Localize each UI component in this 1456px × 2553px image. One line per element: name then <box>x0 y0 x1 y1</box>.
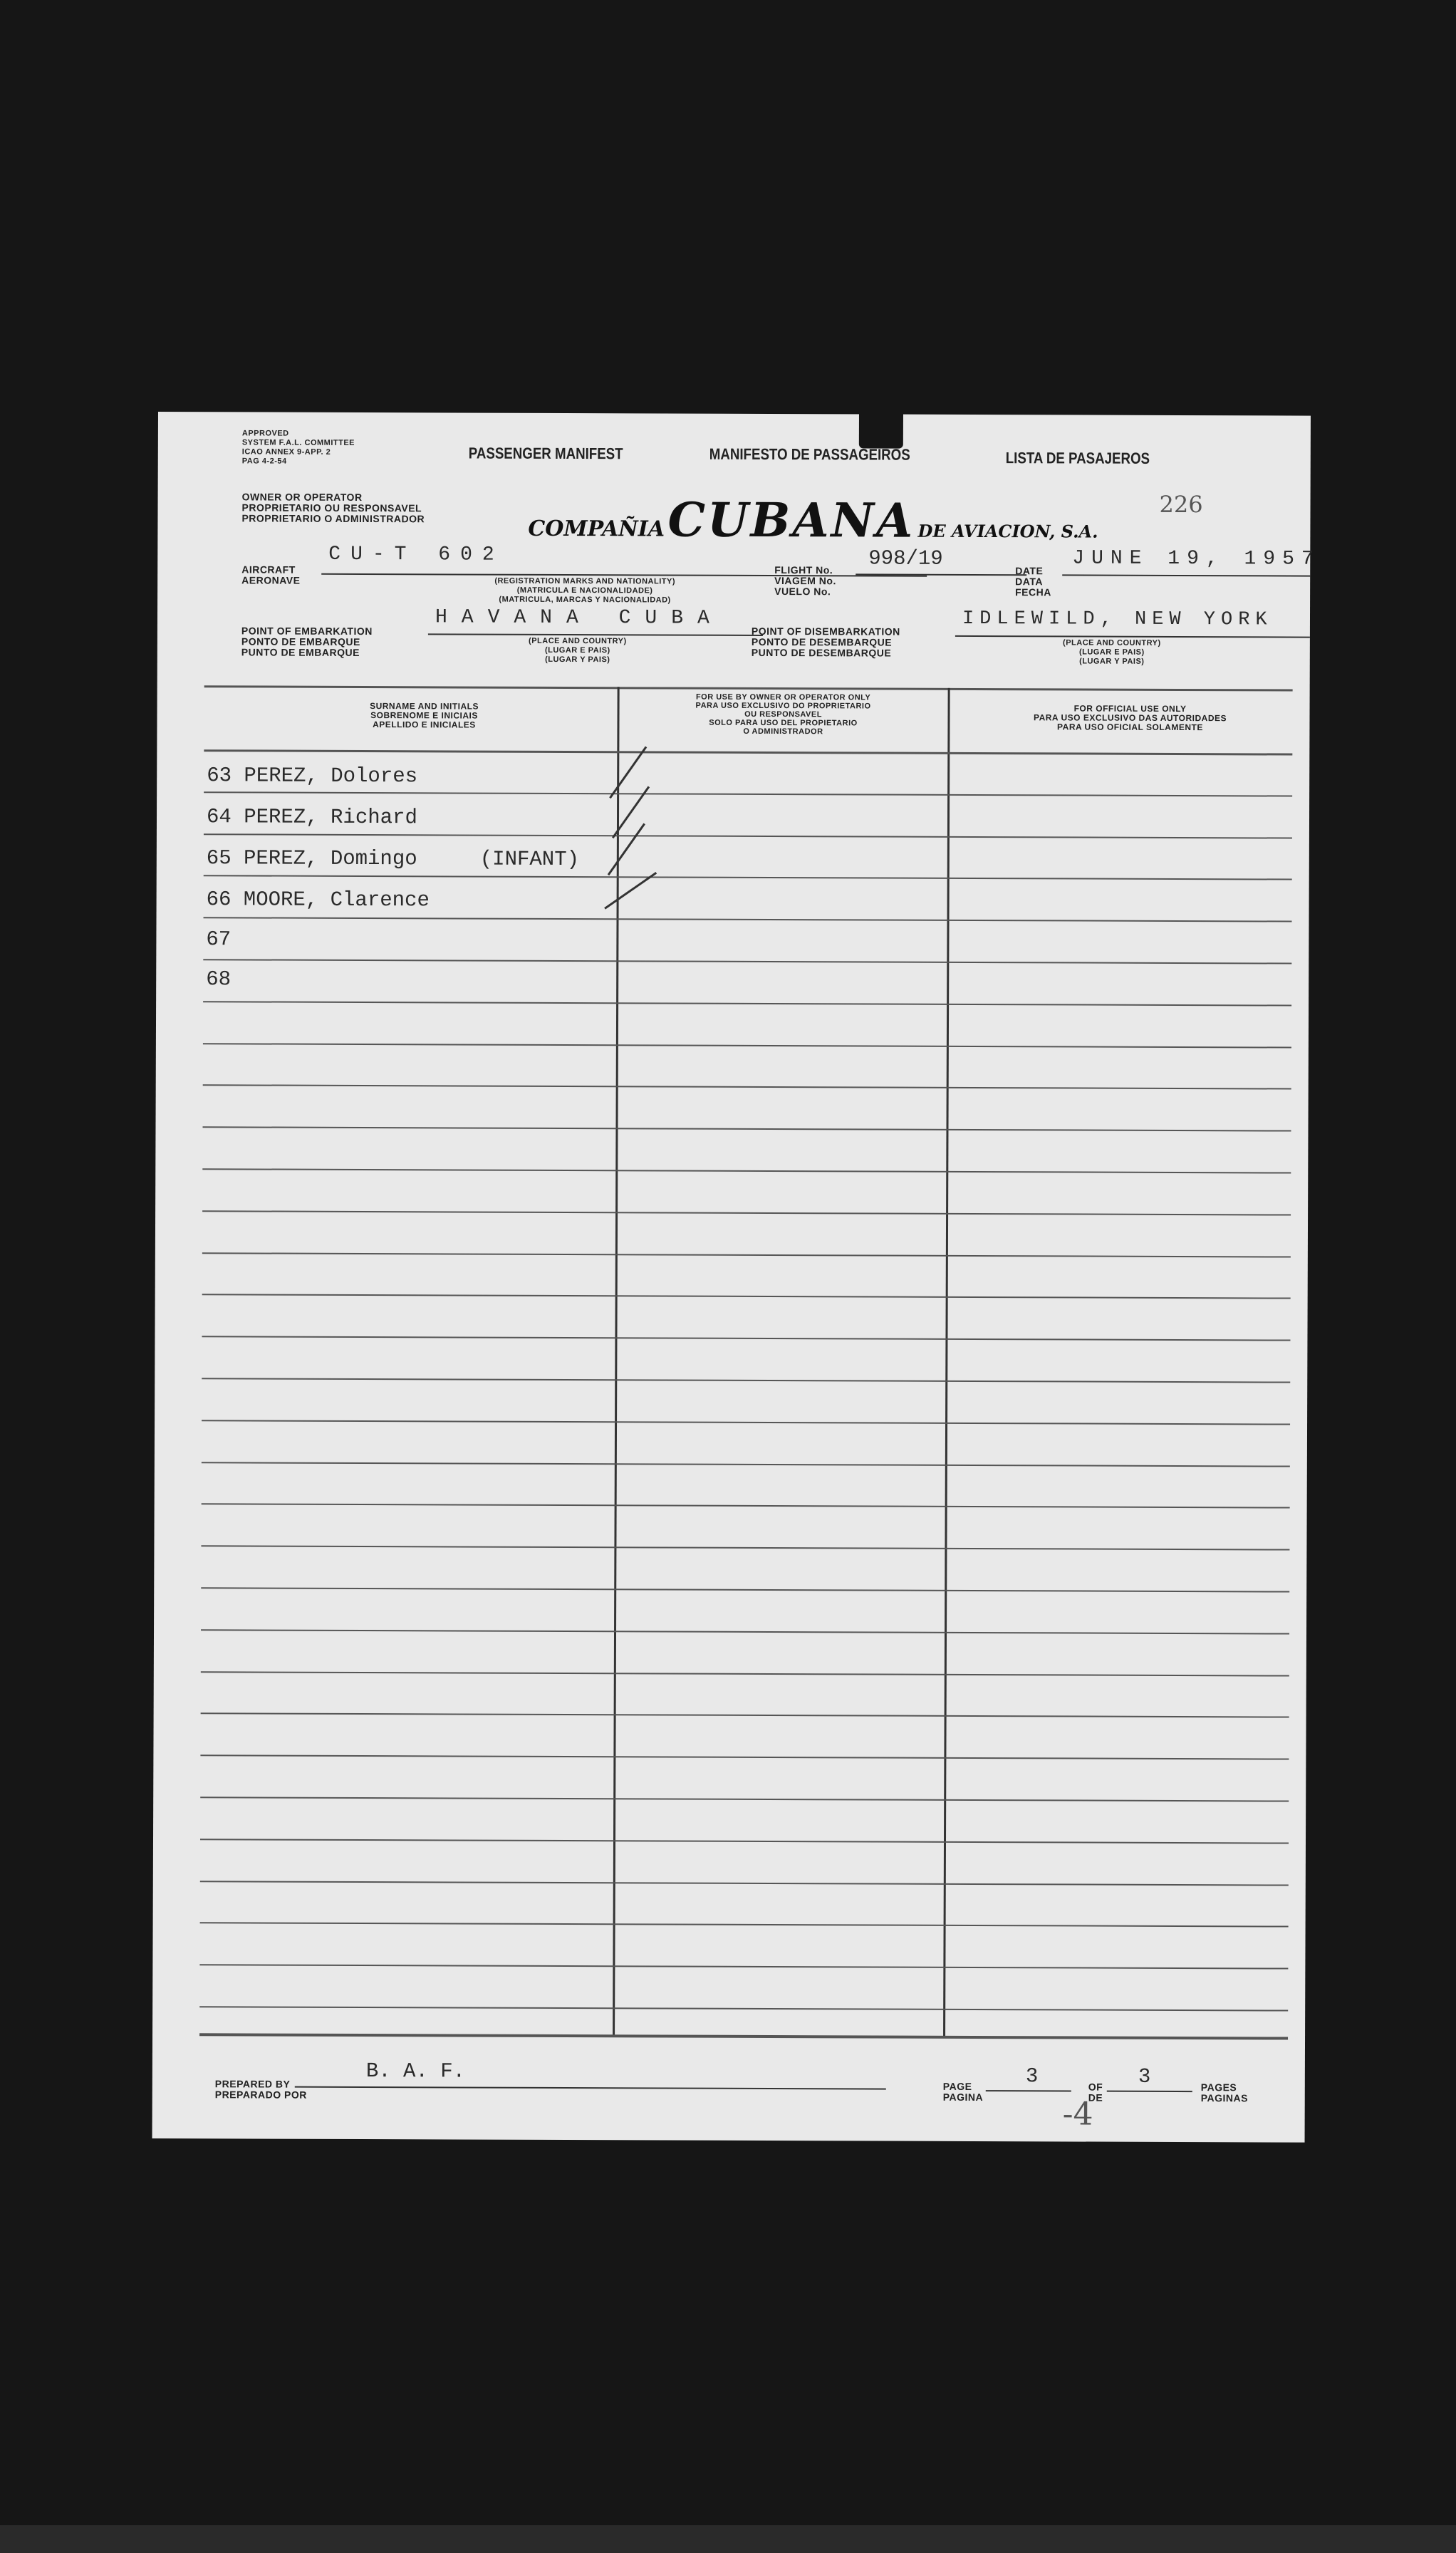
title-portuguese: MANIFESTO DE PASSAGEIROS <box>709 444 910 464</box>
row-rule <box>204 791 1292 796</box>
row-number: 66 <box>206 888 232 912</box>
row-rule <box>202 1378 1290 1383</box>
row-rule <box>202 1462 1290 1467</box>
date-value: JUNE 19, 1957 <box>1072 547 1321 571</box>
row-rule <box>202 1420 1290 1425</box>
row-number: 64 <box>206 805 232 829</box>
row-rule <box>200 1881 1289 1886</box>
table-row <box>206 927 231 951</box>
col1-header <box>235 701 613 730</box>
row-number: 67 <box>206 927 232 952</box>
table-row-lines <box>158 412 1311 416</box>
col3-header-line: PARA USO OFICIAL SOLAMENTE <box>1057 722 1203 733</box>
place-note-line: (PLACE AND COUNTRY) <box>1063 638 1161 648</box>
embarkation-label-line: POINT OF EMBARKATION <box>241 625 373 638</box>
col1-header-line: SURNAME AND INITIALS <box>370 701 479 712</box>
table-row <box>206 967 231 991</box>
registration-note-line: (REGISTRATION MARKS AND NATIONALITY) <box>494 576 676 586</box>
row-number: 65 <box>206 846 232 870</box>
embarkation-label-line: PONTO DE EMBARQUE <box>241 635 360 648</box>
date-label-line: DATA <box>1015 576 1044 588</box>
date-underline <box>1062 574 1310 576</box>
col2-header-line: PARA USO EXCLUSIVO DO PROPRIETARIO <box>695 701 871 711</box>
brand-prefix: COMPAÑIA <box>528 516 665 542</box>
prepared-by-value: B. A. F. <box>365 2059 466 2084</box>
col1-header-line: APELLIDO E INICIALES <box>373 719 476 730</box>
disembarkation-label-line: PONTO DE DESEMBARQUE <box>751 635 893 648</box>
pages-label-line: PAGES <box>1200 2081 1237 2094</box>
margin-note: -4 <box>1062 2096 1093 2133</box>
row-rule <box>204 833 1292 838</box>
place-note-line: (LUGAR E PAIS) <box>1078 648 1145 657</box>
place-note-line: (LUGAR Y PAIS) <box>1079 657 1145 666</box>
row-rule <box>199 2006 1288 2011</box>
col3-header <box>950 704 1309 733</box>
place-note-line: (PLACE AND COUNTRY) <box>529 636 627 646</box>
col2-header-line: SOLO PARA USO DEL PROPIETARIO <box>709 718 858 728</box>
row-rule <box>204 875 1292 880</box>
row-rule <box>201 1545 1289 1550</box>
table-row <box>207 805 417 829</box>
row-rule <box>201 1671 1289 1676</box>
table-row <box>207 764 417 788</box>
flight-value: 998/19 <box>868 546 943 571</box>
flight-label-line: FLIGHT No. <box>774 564 833 576</box>
owner-label-line: OWNER OR OPERATOR <box>241 491 363 504</box>
col2-header-line: FOR USE BY OWNER OR OPERATOR ONLY <box>695 692 871 702</box>
prepared-label-line: PREPARED BY <box>214 2078 291 2090</box>
approval-block <box>242 429 355 467</box>
col2-header-line: OU RESPONSAVEL <box>744 709 822 719</box>
table-bottom-border <box>199 2033 1288 2039</box>
brand-name: CUBANA <box>667 492 915 548</box>
pages-label-line: PAGINAS <box>1200 2092 1249 2104</box>
embarkation-underline <box>428 633 763 636</box>
embarkation-label <box>241 625 373 658</box>
row-rule <box>203 1001 1291 1006</box>
owner-label-line: PROPRIETARIO O ADMINISTRADOR <box>241 512 425 525</box>
of-pages-value: 3 <box>1138 2064 1151 2089</box>
row-number: 68 <box>206 967 232 992</box>
column-divider-2 <box>943 688 950 2038</box>
approval-line: SYSTEM F.A.L. COMMITTEE <box>241 438 355 447</box>
row-rule <box>200 1754 1289 1759</box>
passenger-name: PEREZ, Richard <box>244 805 417 830</box>
row-rule <box>202 1210 1291 1215</box>
aircraft-value: CU-T 602 <box>328 543 504 566</box>
row-rule <box>203 1043 1291 1048</box>
of-pages-underline <box>1107 2091 1192 2092</box>
check-mark <box>609 746 647 799</box>
row-rule <box>201 1629 1289 1634</box>
passenger-note: (INFANT) <box>479 847 580 872</box>
place-note-right <box>1005 638 1219 667</box>
date-label <box>1015 566 1051 598</box>
flight-label-line: VIAGEM No. <box>774 575 836 587</box>
owner-label <box>241 492 425 524</box>
date-label-line: DATE <box>1015 565 1044 577</box>
row-rule <box>201 1713 1289 1718</box>
scanner-bottom-band <box>0 2525 1456 2553</box>
title-spanish: LISTA DE PASAJEROS <box>1005 449 1150 467</box>
flight-label-line: VUELO No. <box>774 586 831 598</box>
airline-logo <box>528 492 1098 549</box>
disembarkation-value: IDLEWILD, NEW YORK <box>962 608 1273 631</box>
aircraft-label-line: AERONAVE <box>241 574 301 586</box>
of-label-line: OF <box>1088 2081 1103 2093</box>
approval-line: PAG 4-2-54 <box>241 457 287 466</box>
registration-note-line: (MATRICULA E NACIONALIDADE) <box>516 586 653 596</box>
prepared-by-underline <box>295 2086 886 2090</box>
table-top-border <box>204 685 1293 691</box>
embarkation-label-line: PUNTO DE EMBARQUE <box>241 646 360 658</box>
page-label-line: PAGINA <box>942 2091 984 2104</box>
registration-note <box>414 576 756 605</box>
approval-line: ICAO ANNEX 9-APP. 2 <box>241 447 331 457</box>
row-rule <box>202 1168 1291 1173</box>
owner-label-line: PROPRIETARIO OU RESPONSAVEL <box>241 501 422 514</box>
row-rule <box>200 1797 1289 1801</box>
row-rule <box>201 1587 1289 1592</box>
row-number: 63 <box>207 764 232 788</box>
place-note-line: (LUGAR Y PAIS) <box>545 655 610 665</box>
prepared-label-line: PREPARADO POR <box>214 2089 307 2101</box>
table-row <box>207 846 417 870</box>
row-rule <box>202 1504 1290 1509</box>
row-rule <box>203 1085 1291 1090</box>
date-label-line: FECHA <box>1015 586 1051 598</box>
disembarkation-label <box>752 626 900 659</box>
column-divider-1 <box>613 687 620 2037</box>
place-note-left <box>471 637 685 665</box>
aircraft-label <box>241 564 300 586</box>
pages-label <box>1201 2082 1248 2104</box>
passenger-name: PEREZ, Domingo <box>243 846 417 871</box>
col3-header-line: PARA USO EXCLUSIVO DAS AUTORIDADES <box>1033 712 1227 724</box>
aircraft-label-line: AIRCRAFT <box>241 563 296 576</box>
sheet-number: 226 <box>1159 490 1203 519</box>
punch-hole <box>859 410 903 448</box>
row-rule <box>203 959 1291 964</box>
row-rule <box>202 1252 1291 1257</box>
row-rule <box>202 1126 1291 1131</box>
page-label <box>943 2081 984 2103</box>
row-rule <box>200 1839 1289 1844</box>
row-rule <box>202 1336 1290 1341</box>
row-rule <box>202 1294 1291 1299</box>
row-rule <box>199 1964 1288 1969</box>
disembarkation-label-line: PUNTO DE DESEMBARQUE <box>751 646 892 659</box>
prepared-by-label <box>215 2079 307 2100</box>
col3-header-line: FOR OFFICIAL USE ONLY <box>1073 703 1187 714</box>
table-row <box>207 888 430 912</box>
approval-line: APPROVED <box>241 429 289 438</box>
row-rule <box>204 749 1292 755</box>
col2-header <box>620 692 946 737</box>
disembarkation-label-line: POINT OF DISEMBARKATION <box>751 625 900 638</box>
embarkation-value: HAVANA CUBA <box>435 606 724 630</box>
col1-header-line: SOBRENOME E INICIAIS <box>370 710 478 721</box>
manifest-sheet <box>152 412 1321 2143</box>
page-underline <box>986 2090 1071 2091</box>
row-rule <box>200 1923 1289 1928</box>
registration-note-line: (MATRICULA, MARCAS Y NACIONALIDAD) <box>499 595 671 605</box>
passenger-name: MOORE, Clarence <box>243 888 430 912</box>
passenger-name: PEREZ, Dolores <box>244 764 418 789</box>
of-label-line: DE <box>1088 2091 1103 2104</box>
brand-suffix: DE AVIACION, S.A. <box>917 520 1098 542</box>
flight-label <box>774 565 836 597</box>
check-mark <box>608 823 645 875</box>
page-value: 3 <box>1025 2064 1039 2089</box>
col2-header-line: O ADMINISTRADOR <box>743 727 823 737</box>
page-label-line: PAGE <box>942 2080 972 2093</box>
row-rule <box>204 917 1292 922</box>
title-english: PASSENGER MANIFEST <box>468 444 623 463</box>
place-note-line: (LUGAR E PAIS) <box>544 645 610 655</box>
disembarkation-underline <box>955 635 1310 638</box>
